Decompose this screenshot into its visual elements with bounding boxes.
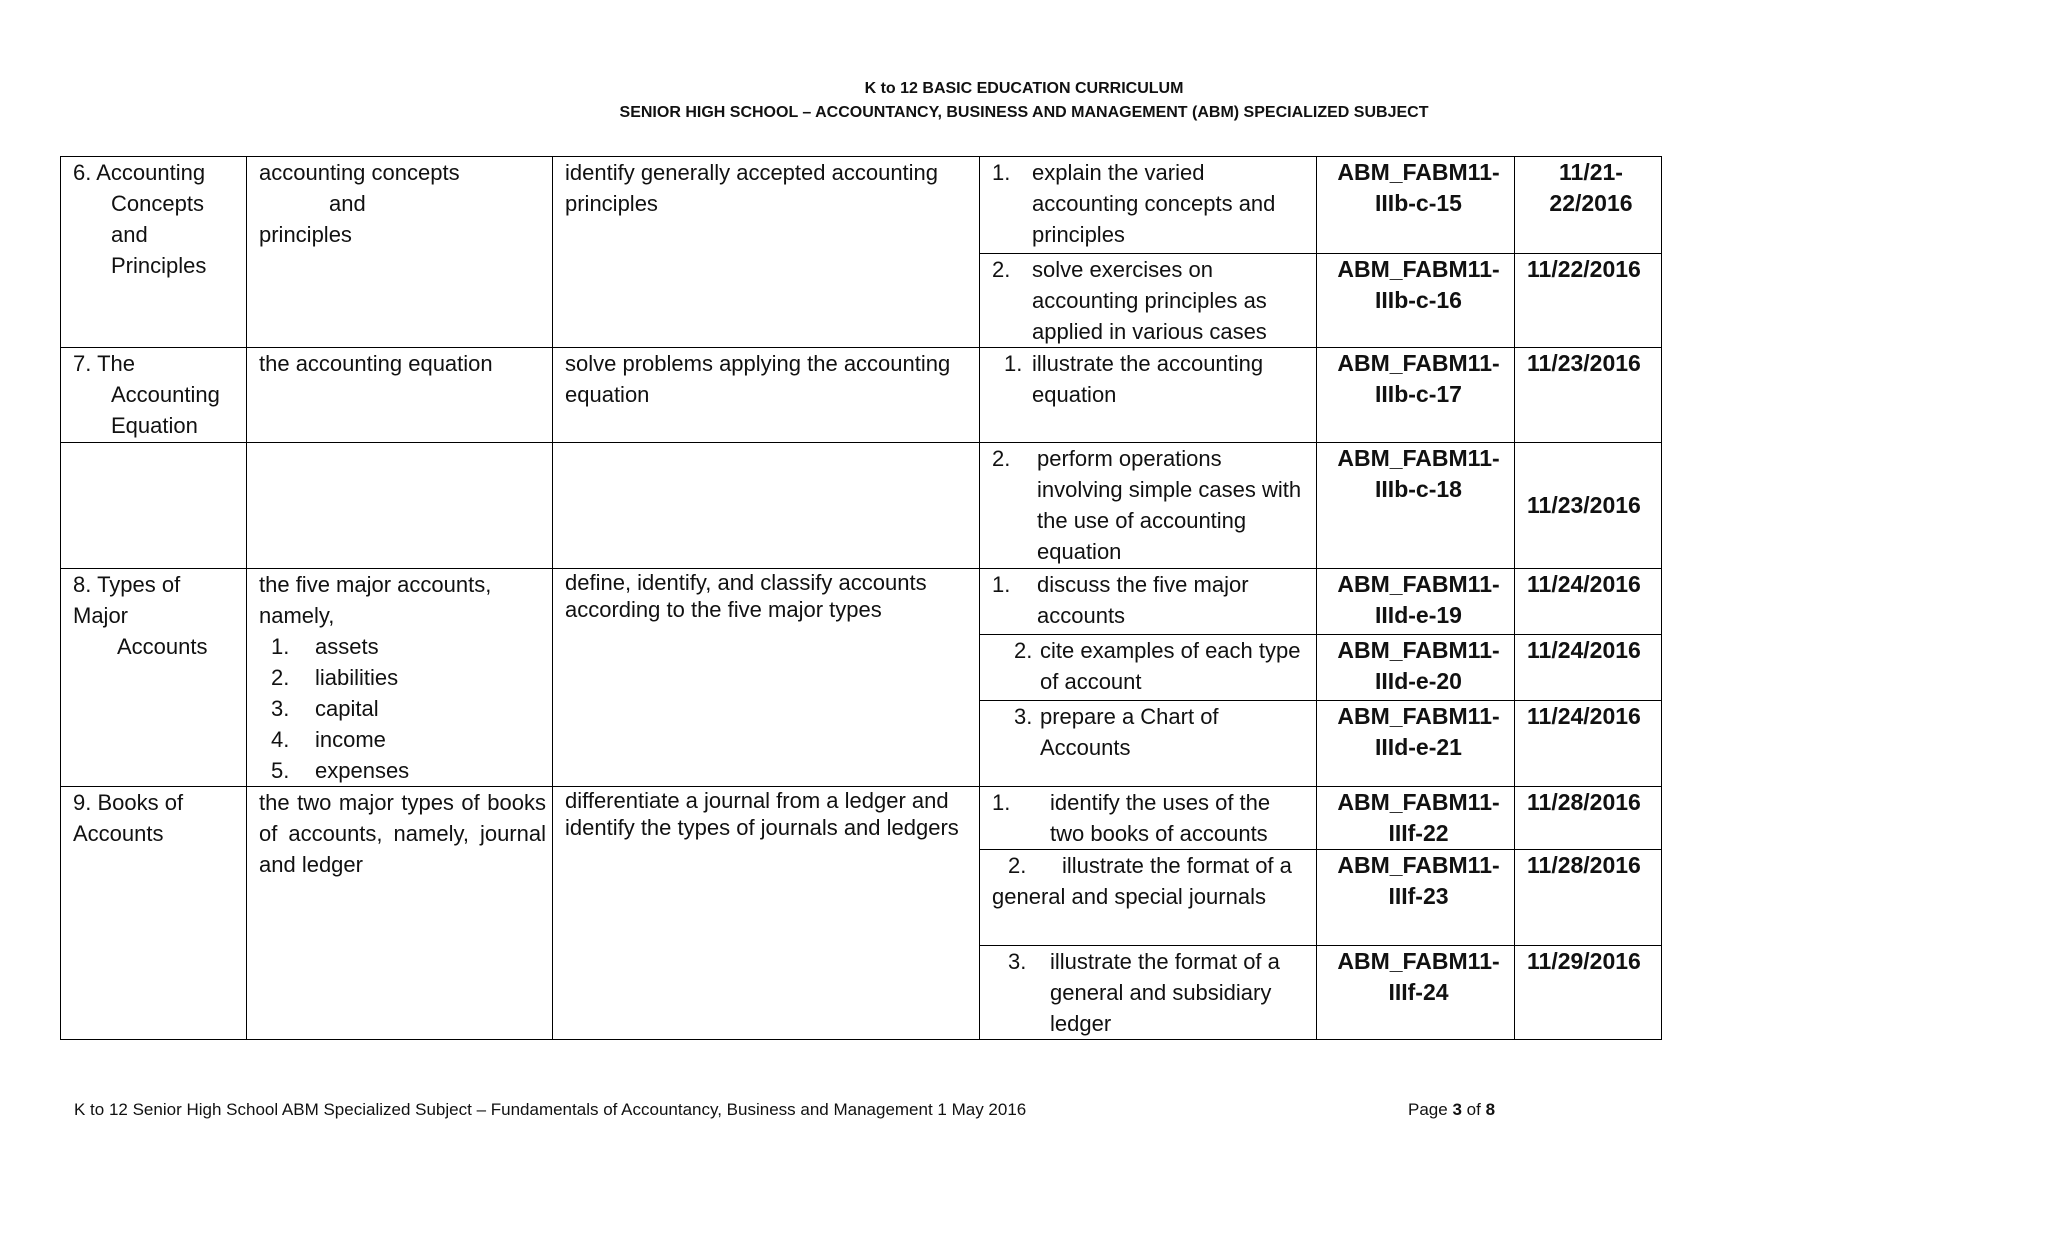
competency-cell bbox=[980, 635, 1317, 701]
total-pages: 8 bbox=[1485, 1100, 1496, 1119]
content-text: Major bbox=[73, 603, 129, 628]
date-cell: 11/21-22/2016 bbox=[1515, 157, 1662, 254]
page-word: Page bbox=[1408, 1100, 1448, 1119]
code-cell: ABM_FABM11-IIIf-22 bbox=[1317, 787, 1515, 850]
page-number bbox=[1408, 1100, 1495, 1120]
list-number: 1. bbox=[271, 634, 290, 659]
standard-cell bbox=[247, 348, 553, 443]
standard-text: the five major accounts, namely, bbox=[259, 572, 492, 628]
performance-cell bbox=[553, 569, 980, 787]
competency-text: illustrate the format of a general and subsidiary ledger bbox=[1050, 949, 1280, 1036]
content-text: 9. Books of bbox=[73, 790, 184, 815]
code-cell: ABM_FABM11-IIIb-c-16 bbox=[1317, 254, 1515, 348]
list-item bbox=[259, 724, 546, 755]
list-number: 2. bbox=[271, 665, 290, 690]
list-text: income bbox=[315, 727, 386, 752]
competency-number: 2. bbox=[992, 446, 1011, 471]
content-text: Equation bbox=[111, 413, 198, 438]
content-text: Accounting bbox=[111, 382, 220, 407]
competency-cell bbox=[980, 157, 1317, 254]
list-item bbox=[259, 693, 546, 724]
list-item bbox=[259, 755, 546, 786]
date-cell: 11/28/2016 bbox=[1515, 787, 1662, 850]
performance-cell bbox=[553, 348, 980, 443]
list-text: assets bbox=[315, 634, 379, 659]
code-cell: ABM_FABM11-IIIf-23 bbox=[1317, 850, 1515, 946]
competency-number: 1. bbox=[992, 160, 1011, 185]
performance-cell bbox=[553, 157, 980, 348]
table-row bbox=[61, 443, 1662, 569]
code-cell: ABM_FABM11-IIIb-c-18 bbox=[1317, 443, 1515, 569]
content-cell bbox=[61, 348, 247, 443]
list-number: 5. bbox=[271, 758, 290, 783]
list-text: capital bbox=[315, 696, 379, 721]
accounts-list bbox=[259, 631, 546, 786]
list-number: 3. bbox=[271, 696, 290, 721]
date-cell: 11/29/2016 bbox=[1515, 946, 1662, 1040]
competency-number: 1. bbox=[992, 790, 1011, 815]
performance-cell bbox=[553, 787, 980, 1040]
list-number: 4. bbox=[271, 727, 290, 752]
standard-text: principles bbox=[259, 222, 352, 247]
competency-text: solve exercises on accounting principles as applied in various cases bbox=[1032, 257, 1267, 344]
competency-cell bbox=[980, 701, 1317, 787]
performance-text: define, identify, and classify accounts according to the five major types bbox=[565, 570, 927, 622]
curriculum-table bbox=[60, 156, 1662, 1040]
competency-text: explain the varied accounting concepts and principles bbox=[1032, 160, 1276, 247]
standard-cell bbox=[247, 569, 553, 787]
standard-cell bbox=[247, 443, 553, 569]
performance-text: identify generally accepted accounting principles bbox=[565, 160, 939, 216]
content-text: 7. The bbox=[73, 351, 135, 376]
date-cell: 11/24/2016 bbox=[1515, 635, 1662, 701]
content-text: Accounts bbox=[73, 821, 164, 846]
competency-text: discuss the five major accounts bbox=[1037, 572, 1249, 628]
competency-text: illustrate the accounting equation bbox=[1032, 351, 1264, 407]
standard-text: the accounting equation bbox=[259, 351, 493, 376]
table-row bbox=[61, 569, 1662, 635]
standard-cell bbox=[247, 157, 553, 348]
code-cell: ABM_FABM11-IIId-e-19 bbox=[1317, 569, 1515, 635]
code-cell: ABM_FABM11-IIId-e-21 bbox=[1317, 701, 1515, 787]
content-cell bbox=[61, 787, 247, 1040]
date-cell: 11/23/2016 bbox=[1515, 443, 1662, 569]
competency-number: 1. bbox=[992, 572, 1011, 597]
competency-cell bbox=[980, 569, 1317, 635]
code-cell: ABM_FABM11-IIIf-24 bbox=[1317, 946, 1515, 1040]
code-cell: ABM_FABM11-IIIb-c-15 bbox=[1317, 157, 1515, 254]
competency-text: illustrate the format of a general and special journals bbox=[992, 853, 1292, 909]
code-cell: ABM_FABM11-IIIb-c-17 bbox=[1317, 348, 1515, 443]
content-text: Accounts bbox=[117, 634, 208, 659]
table-row bbox=[61, 348, 1662, 443]
competency-number: 2. bbox=[1008, 853, 1027, 878]
list-item bbox=[259, 631, 546, 662]
list-text: liabilities bbox=[315, 665, 399, 690]
content-text: Principles bbox=[111, 253, 207, 278]
competency-text: identify the uses of the two books of accounts bbox=[1050, 790, 1271, 846]
competency-cell bbox=[980, 254, 1317, 348]
content-cell bbox=[61, 157, 247, 348]
date-cell: 11/24/2016 bbox=[1515, 569, 1662, 635]
footer-text: K to 12 Senior High School ABM Specialized Subject – Fundamentals of Accountancy, Business and Management 1 May 2016 bbox=[74, 1100, 1027, 1119]
of-word: of bbox=[1466, 1100, 1481, 1119]
document-subtitle: SENIOR HIGH SCHOOL – ACCOUNTANCY, BUSINESS AND MANAGEMENT (ABM) SPECIALIZED SUBJECT bbox=[619, 104, 1429, 121]
date-cell: 11/23/2016 bbox=[1515, 348, 1662, 443]
competency-cell bbox=[980, 787, 1317, 850]
competency-text: perform operations involving simple cases with the use of accounting equation bbox=[1037, 446, 1302, 564]
performance-cell bbox=[553, 443, 980, 569]
list-item bbox=[259, 662, 546, 693]
table-row bbox=[61, 787, 1662, 850]
content-text: 8. Types of bbox=[73, 572, 181, 597]
code-cell: ABM_FABM11-IIId-e-20 bbox=[1317, 635, 1515, 701]
competency-cell bbox=[980, 946, 1317, 1040]
standard-text: and bbox=[329, 191, 366, 216]
standard-cell bbox=[247, 787, 553, 1040]
competency-text: cite examples of each type of account bbox=[1040, 638, 1301, 694]
content-text: Concepts and bbox=[111, 191, 204, 247]
standard-text: accounting concepts bbox=[259, 160, 460, 185]
competency-number: 3. bbox=[1014, 704, 1033, 729]
competency-cell bbox=[980, 348, 1317, 443]
content-cell bbox=[61, 569, 247, 787]
content-cell bbox=[61, 443, 247, 569]
performance-text: differentiate a journal from a ledger and identify the types of journals and ledgers bbox=[565, 788, 959, 840]
date-cell: 11/24/2016 bbox=[1515, 701, 1662, 787]
content-text: 6. Accounting bbox=[73, 160, 206, 185]
table-row bbox=[61, 157, 1662, 254]
performance-text: solve problems applying the accounting equation bbox=[565, 351, 951, 407]
current-page: 3 bbox=[1452, 1100, 1462, 1119]
competency-cell bbox=[980, 850, 1317, 946]
date-cell: 11/28/2016 bbox=[1515, 850, 1662, 946]
competency-text: prepare a Chart of Accounts bbox=[1040, 704, 1219, 760]
competency-number: 1. bbox=[1004, 351, 1023, 376]
competency-number: 2. bbox=[992, 257, 1011, 282]
competency-cell bbox=[980, 443, 1317, 569]
competency-number: 2. bbox=[1014, 638, 1033, 663]
competency-number: 3. bbox=[1008, 949, 1027, 974]
list-text: expenses bbox=[315, 758, 410, 783]
standard-text: the two major types of books of accounts, namely, journal and ledger bbox=[259, 790, 546, 877]
document-title: K to 12 BASIC EDUCATION CURRICULUM bbox=[864, 80, 1184, 97]
date-cell: 11/22/2016 bbox=[1515, 254, 1662, 348]
